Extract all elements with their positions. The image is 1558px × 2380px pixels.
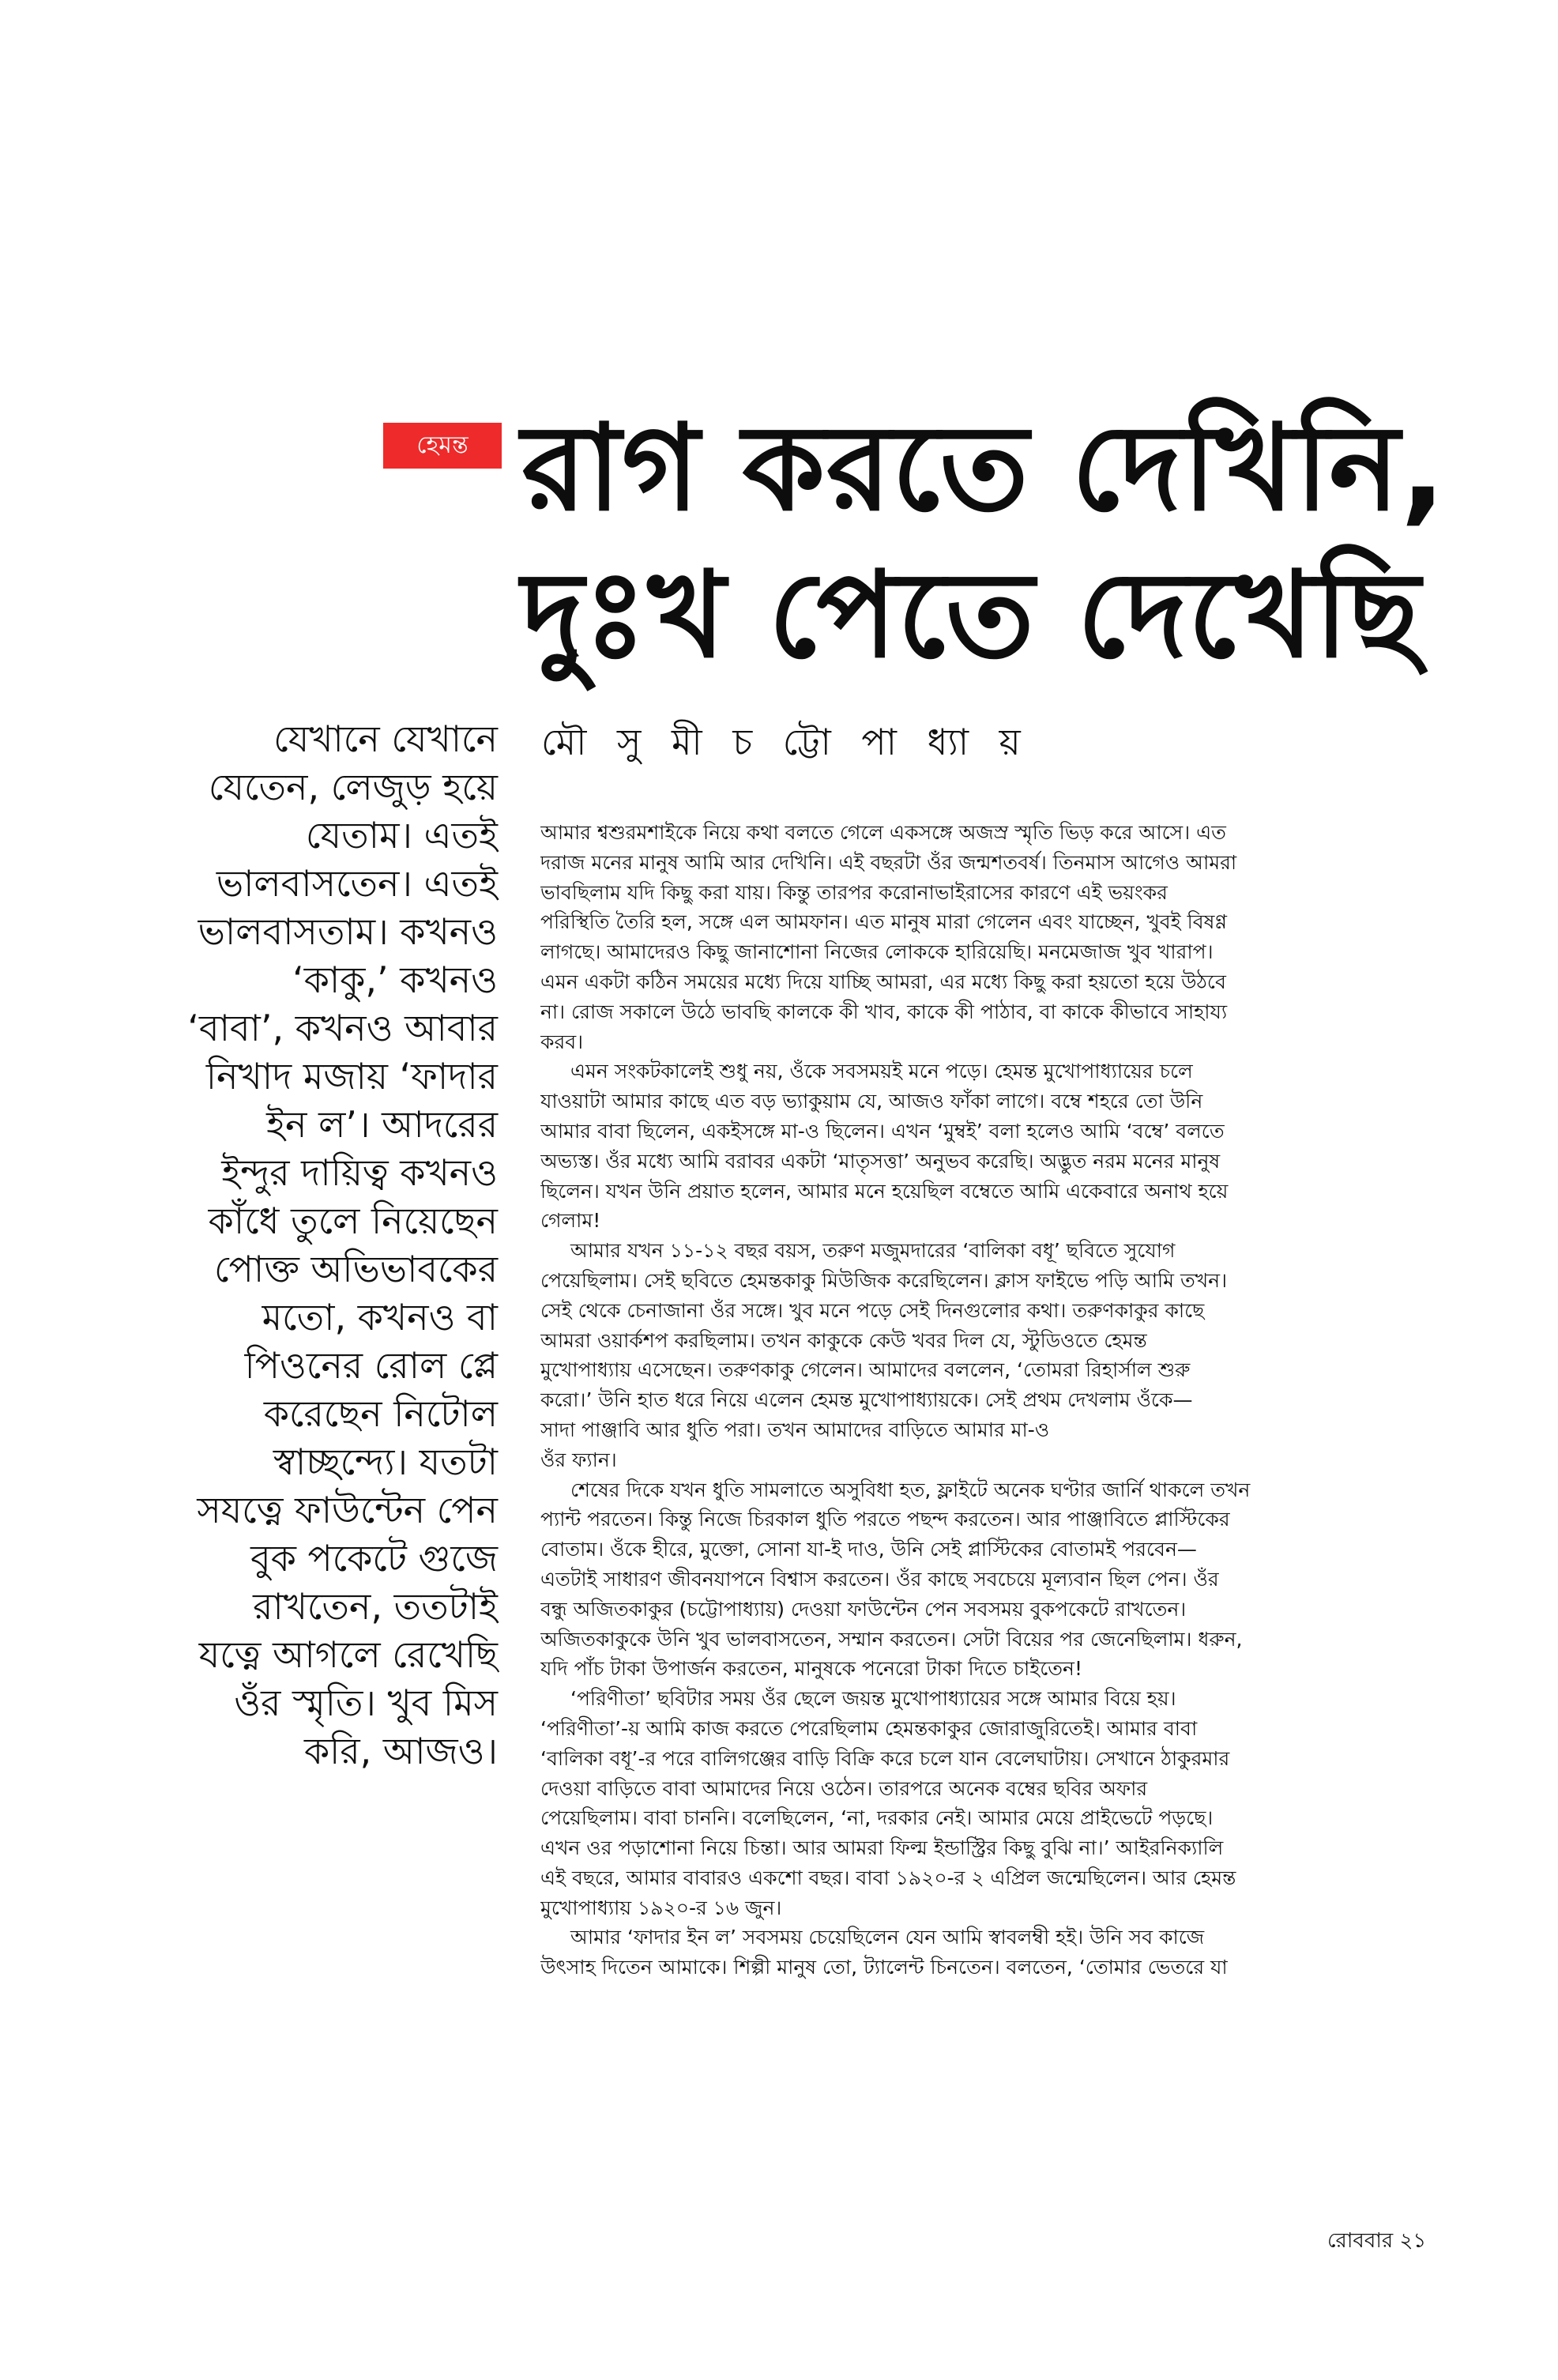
article-line: মুখোপাধ্যায় এসেছেন। তরুণকাকু গেলেন। আমাদের বললেন, ‘তোমরা রিহার্সাল শুরু [540, 1358, 1191, 1382]
article-line: পেয়েছিলাম। বাবা চাননি। বলেছিলেন, ‘না, দরকার নেই। আমার মেয়ে প্রাইভেটে পড়ছে। [540, 1806, 1214, 1830]
article-line: সাদা পাঞ্জাবি আর ধুতি পরা। তখন আমাদের বাড়িতে আমার মা-ও [540, 1418, 1050, 1441]
article-line: গেলাম! [540, 1209, 601, 1233]
article-line: যদি পাঁচ টাকা উপার্জন করতেন, মানুষকে পনেরো টাকা দিতে চাইতেন! [540, 1657, 1082, 1681]
article-line: এতটাই সাধারণ জীবনযাপনে বিশ্বাস করতেন। ওঁর কাছে সবচেয়ে মূল্যবান ছিল পেন। ওঁর [540, 1567, 1219, 1591]
article-line: এখন ওর পড়াশোনা নিয়ে চিন্তা। আর আমরা ফিল্ম ইন্ডাস্ট্রির কিছু বুঝি না।’ আইরনিক্যালি [540, 1836, 1224, 1860]
article-line: ‘পরিণীতা’ ছবিটার সময় ওঁর ছেলে জয়ন্ত মুখোপাধ্যায়ের সঙ্গে আমার বিয়ে হয়। [570, 1687, 1176, 1711]
article-line: উৎসাহ দিতেন আমাকে। শিল্পী মানুষ তো, ট্যালেন্ট চিনতেন। বলতেন, ‘তোমার ভেতরে যা [540, 1956, 1228, 1979]
pull-quote-line: ভালবাসতেন। এতই [216, 862, 498, 905]
article-paragraph [540, 1684, 1473, 1922]
article-line: আমার ‘ফাদার ইন ল’ সবসময় চেয়েছিলেন যেন আমি স্বাবলম্বী হই। উনি সব কাজে [570, 1926, 1205, 1949]
article-line: আমার যখন ১১-১২ বছর বয়স, তরুণ মজুমদারের ‘বালিকা বধূ’ ছবিতে সুযোগ [570, 1239, 1176, 1263]
pull-quote-line: ‘বাবা’, কখনও আবার [187, 1007, 498, 1049]
article-line: এমন একটা কঠিন সময়ের মধ্যে দিয়ে যাচ্ছি আমরা, এর মধ্যে কিছু করা হয়তো হয়ে উঠবে [540, 970, 1226, 993]
article-body [540, 818, 1473, 1983]
page-folio: রোববার ২১ [1327, 2229, 1427, 2253]
article-line: ভাবছিলাম যদি কিছু করা যায়। কিন্তু তারপর করোনাভাইরাসের কারণে এই ভয়ংকর [540, 880, 1168, 904]
article-line: করো।’ উনি হাত ধরে নিয়ে এলেন হেমন্ত মুখোপাধ্যায়কে। সেই প্রথম দেখলাম ওঁকে— [540, 1388, 1193, 1412]
pull-quote-line: নিখাদ মজায় ‘ফাদার [205, 1055, 498, 1098]
pull-quote-line: পিওনের রোল প্লে [244, 1344, 498, 1387]
headline-line: রাগ করতে দেখিনি, [521, 400, 1447, 537]
article-line: ‘বালিকা বধূ’-র পরে বালিগঞ্জের বাড়ি বিক্রি করে চলে যান বেলেঘাটায়। সেখানে ঠাকুরমার [540, 1746, 1230, 1770]
pull-quote-line: করেছেন নিটোল [263, 1392, 498, 1435]
pull-quote-line: যেতেন, লেজুড় হয়ে [208, 766, 498, 808]
pull-quote-line: পোক্ত অভিভাবকের [214, 1248, 498, 1290]
article-line: দেওয়া বাড়িতে বাবা আমাদের নিয়ে ওঠেন। তারপরে অনেক বম্বের ছবির অফার [540, 1776, 1148, 1800]
pull-quote-line: কাঁধে তুলে নিয়েছেন [208, 1199, 498, 1242]
article-line: এই বছরে, আমার বাবারও একশো বছর। বাবা ১৯২০-র ২ এপ্রিল জন্মেছিলেন। আর হেমন্ত [540, 1866, 1236, 1889]
headline [521, 395, 1509, 689]
article-line: ওঁর ফ্যান। [540, 1448, 617, 1471]
pull-quote-line: বুক পকেটে গুজে [250, 1537, 498, 1580]
article-line: আমার বাবা ছিলেন, একইসঙ্গে মা-ও ছিলেন। এখন ‘মুম্বই’ বলা হলেও আমি ‘বম্বে’ বলতে [540, 1119, 1225, 1143]
pull-quote-line: যেখানে যেখানে [273, 717, 498, 760]
article-line: লাগছে। আমাদেরও কিছু জানাশোনা নিজের লোককে হারিয়েছি। মনমেজাজ খুব খারাপ। [540, 940, 1214, 964]
article-paragraph [540, 1056, 1473, 1236]
article-line: অভ্যস্ত। ওঁর মধ্যে আমি বরাবর একটা ‘মাতৃসত্তা’ অনুভব করেছি। অদ্ভুত নরম মনের মানুষ [540, 1149, 1221, 1173]
pull-quote-line: মতো, কখনও বা [262, 1296, 498, 1339]
article-line: বোতাম। ওঁকে হীরে, মুক্তো, সোনা যা-ই দাও, উনি সেই প্লাস্টিকের বোতামই পরবেন— [540, 1538, 1197, 1561]
pull-quote-line: রাখতেন, ততটাই [253, 1585, 498, 1628]
article-paragraph [540, 818, 1473, 1056]
pull-quote-line: ইন্দুর দায়িত্ব কখনও [221, 1151, 498, 1194]
pull-quote-line: ইন ল’। আদরের [266, 1103, 498, 1146]
article-line: আমার শ্বশুরমশাইকে নিয়ে কথা বলতে গেলে একসঙ্গে অজস্র স্মৃতি ভিড় করে আসে। এত [540, 821, 1226, 844]
article-line: পেয়েছিলাম। সেই ছবিতে হেমন্তকাকু মিউজিক করেছিলেন। ক্লাস ফাইভে পড়ি আমি তখন। [540, 1268, 1228, 1292]
article-line: সেই থেকে চেনাজানা ওঁর সঙ্গে। খুব মনে পড়ে সেই দিনগুলোর কথা। তরুণকাকুর কাছে [540, 1298, 1205, 1322]
article-line: করব। [540, 1030, 584, 1053]
byline: মৌ সু মী চ ট্টো পা ধ্যা য় [541, 721, 1030, 763]
article-paragraph [540, 1922, 1473, 1983]
pull-quote [158, 715, 498, 1776]
pull-quote-line: যত্নে আগলে রেখেছি [198, 1633, 498, 1676]
article-line: মুখোপাধ্যায় ১৯২০-র ১৬ জুন। [540, 1896, 782, 1919]
headline-line: দুঃখ পেতে দেখেছি [521, 547, 1421, 684]
pull-quote-line: ওঁর স্মৃতি। খুব মিস [234, 1681, 498, 1724]
pull-quote-line: ‘কাকু,’ কখনও [292, 958, 498, 1001]
article-line: আমরা ওয়ার্কশপ করছিলাম। তখন কাকুকে কেউ খবর দিল যে, স্টুডিওতে হেমন্ত [540, 1328, 1147, 1352]
article-line: বন্ধু অজিতকাকুর (চট্টোপাধ্যায়) দেওয়া ফাউন্টেন পেন সবসময় বুকপকেটে রাখতেন। [540, 1597, 1187, 1621]
pull-quote-line: সযত্নে ফাউন্টেন পেন [197, 1489, 498, 1531]
pull-quote-line: স্বাচ্ছন্দ্যে। যতটা [273, 1440, 498, 1483]
article-line: প্যান্ট পরতেন। কিন্তু নিজে চিরকাল ধুতি পরতে পছন্দ করতেন। আর পাঞ্জাবিতে প্লাস্টিকের [540, 1508, 1230, 1531]
article-paragraph [540, 1475, 1473, 1685]
article-line: যাওয়াটা আমার কাছে এত বড় ভ্যাকুয়াম যে, আজও ফাঁকা লাগে। বম্বে শহরে তো উনি [540, 1090, 1203, 1113]
pull-quote-line: করি, আজও। [303, 1730, 498, 1772]
pull-quote-line: যেতাম। এতই [305, 814, 498, 857]
article-line: ‘পরিণীতা’-য় আমি কাজ করতে পেরেছিলাম হেমন্তকাকুর জোরাজুরিতেই। আমার বাবা [540, 1716, 1198, 1740]
article-line: দরাজ মনের মানুষ আমি আর দেখিনি। এই বছরটা ওঁর জন্মশতবর্ষ। তিনমাস আগেও আমরা [540, 850, 1237, 874]
article-line: শেষের দিকে যখন ধুতি সামলাতে অসুবিধা হত, ফ্লাইটে অনেক ঘণ্টার জার্নি থাকলে তখন [570, 1478, 1251, 1501]
article-line: অজিতকাকুকে উনি খুব ভালবাসতেন, সম্মান করতেন। সেটা বিয়ের পর জেনেছিলাম। ধরুন, [540, 1627, 1243, 1651]
article-line: না। রোজ সকালে উঠে ভাবছি কালকে কী খাব, কাকে কী পাঠাব, বা কাকে কীভাবে সাহায্য [540, 1000, 1228, 1023]
article-paragraph [540, 1236, 1473, 1474]
article-line: ছিলেন। যখন উনি প্রয়াত হলেন, আমার মনে হয়েছিল বম্বেতে আমি একেবারে অনাথ হয়ে [540, 1179, 1229, 1203]
pull-quote-line: ভালবাসতাম। কখনও [198, 910, 498, 953]
article-line: পরিস্থিতি তৈরি হল, সঙ্গে এল আমফান। এত মানুষ মারা গেলেন এবং যাচ্ছেন, খুবই বিষণ্ণ [540, 910, 1227, 934]
section-tag: হেমন্ত [383, 423, 502, 469]
article-line: এমন সংকটকালেই শুধু নয়, ওঁকে সবসময়ই মনে পড়ে। হেমন্ত মুখোপাধ্যায়ের চলে [570, 1060, 1193, 1083]
